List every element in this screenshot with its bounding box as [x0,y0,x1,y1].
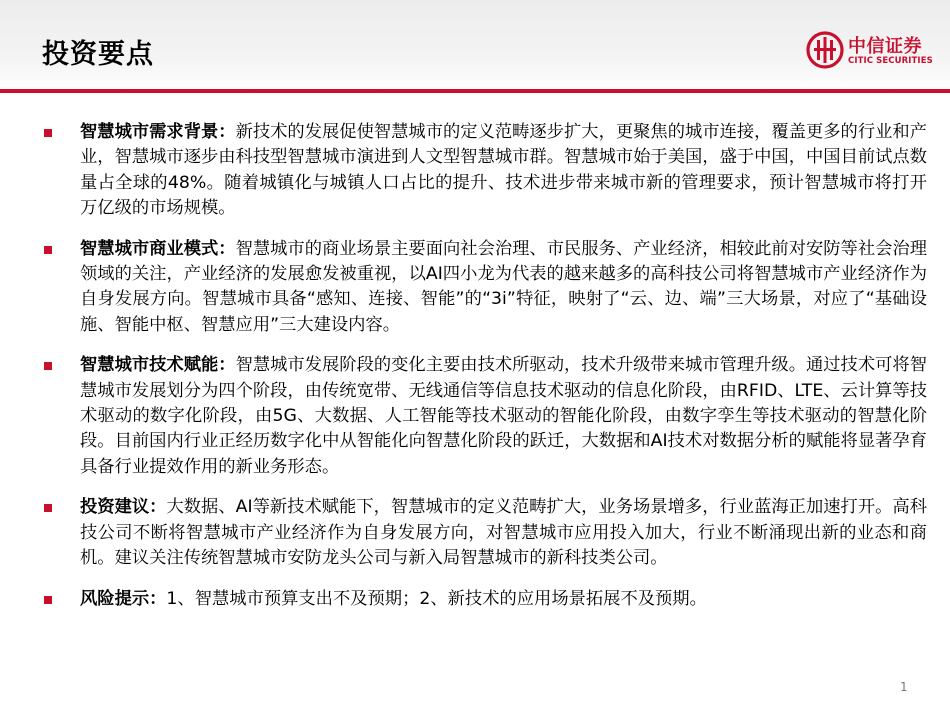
bullet-text: 智慧城市的商业场景主要面向社会治理、市民服务、产业经济，相较此前对安防等社会治理领域的关注，产业经济的发展愈发被重视，以AI四小龙为代表的越来越多的高科技公司将智慧城市产业经济作为自身发展方向。智慧城市具备“感知、连接、智能”的“3i”特征，映射了“云、边、端”三大场景，对应了“基础设施、智能中枢、智慧应用”三大建设内容。 [80,238,927,335]
square-bullet-icon [44,362,52,370]
page-title: 投资要点 [42,39,154,70]
bullet-heading: 智慧城市需求背景： [80,122,236,142]
page-number: 1 [900,680,908,694]
bullet-business-model [42,237,927,339]
square-bullet-icon [44,596,52,604]
bullet-risk-warning [42,587,927,612]
bullet-heading: 智慧城市商业模式： [80,238,236,259]
bullet-heading: 风险提示： [80,588,167,609]
bullet-technology-enablement [42,353,927,480]
square-bullet-icon [44,129,52,137]
square-bullet-icon [44,246,52,254]
bullet-heading: 投资建议： [80,497,167,518]
bullet-heading: 智慧城市技术赋能： [80,355,236,376]
key-points-list [42,120,927,627]
logo-name-en: CITIC SECURITIES [848,56,933,66]
bullet-text: 大数据、AI等新技术赋能下，智慧城市的定义范畴扩大，业务场景增多，行业蓝海正加速打开。高科技公司不断将智慧城市产业经济作为自身发展方向，对智慧城市应用投入加大，行业不断涌现出新的业态和商机。建议关注传统智慧城市安防龙头公司与新入局智慧城市的新科技类公司。 [80,497,927,569]
bullet-text: 新技术的发展促使智慧城市的定义范畴逐步扩大，更聚焦的城市连接，覆盖更多的行业和产业，智慧城市逐步由科技型智慧城市演进到人文型智慧城市群。智慧城市始于美国，盛于中国，中国目前试点数量占全球的48%。随着城镇化与城镇人口占比的提升、技术进步带来城市新的管理要求，预计智慧城市将打开万亿级的市场规模。 [80,122,927,219]
square-bullet-icon [44,504,52,512]
bullet-text: 1、智慧城市预算支出不及预期；2、新技术的应用场景拓展不及预期。 [166,588,707,609]
header-divider [0,89,950,93]
bullet-investment-advice [42,495,927,571]
bullet-text: 智慧城市发展阶段的变化主要由技术所驱动，技术升级带来城市管理升级。通过技术可将智慧城市发展划分为四个阶段，由传统宽带、无线通信等信息技术驱动的信息化阶段，由RFID、LTE、云计算等技术驱动的数字化阶段，由5G、大数据、人工智能等技术驱动的智能化阶段，由数字孪生等技术驱动的智慧化阶段。目前国内行业正经历数字化中从智能化向智慧化阶段的跃迁，大数据和AI技术对数据分析的赋能将显著孕育具备行业提效作用的新业务形态。 [80,355,927,477]
citic-logo-icon [806,31,844,69]
logo-name-cn: 中信证券 [848,36,922,57]
company-logo [806,31,946,71]
slide-header [0,0,950,90]
bullet-demand-background [42,120,927,222]
